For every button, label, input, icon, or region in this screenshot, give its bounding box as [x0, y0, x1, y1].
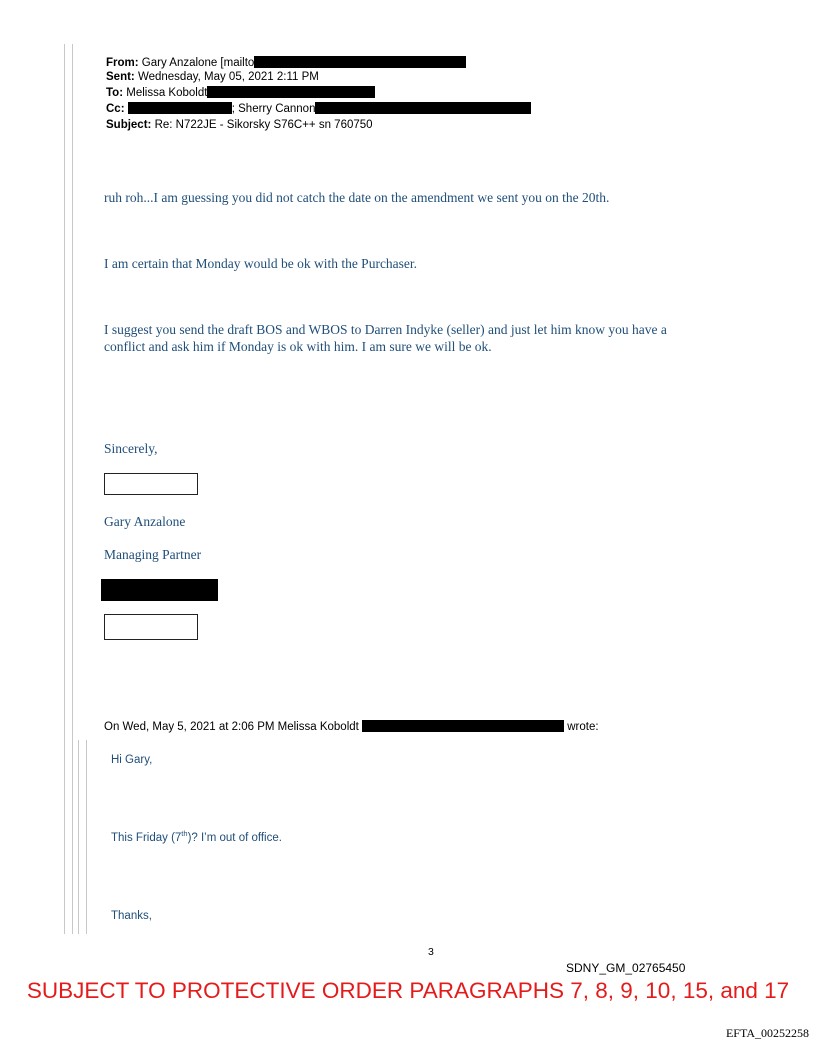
from-value: Gary Anzalone [mailto — [141, 57, 255, 69]
body-paragraph-3-line-1: I suggest you send the draft BOS and WBOS to Darren Indyke (seller) and just let him know you have a — [104, 322, 667, 337]
redaction — [315, 102, 531, 114]
quoted-attribution — [104, 720, 599, 734]
redaction — [128, 102, 232, 114]
page-number: 3 — [428, 946, 434, 958]
body-paragraph-2: I am certain that Monday would be ok with the Purchaser. — [104, 256, 418, 271]
quoted-thanks: Thanks, — [111, 910, 152, 922]
quoted-greeting: Hi Gary, — [111, 754, 153, 766]
quoted-line — [111, 831, 282, 845]
redaction — [362, 720, 564, 732]
quoted-attribution-suffix: wrote: — [567, 721, 599, 733]
subject-value: Re: N722JE - Sikorsky S76C++ sn 760750 — [154, 119, 373, 131]
header-sent — [106, 70, 319, 84]
cc-value: ; Sherry Cannon — [231, 103, 316, 115]
redaction — [101, 579, 218, 601]
quoted-line-sup: th — [181, 829, 188, 838]
redaction — [207, 86, 375, 98]
to-value: Melissa Koboldt — [126, 87, 208, 99]
closing: Sincerely, — [104, 441, 158, 456]
header-from — [106, 56, 466, 70]
cc-label: Cc: — [106, 103, 125, 115]
signature-image-placeholder — [104, 614, 198, 640]
subject-label: Subject: — [106, 119, 152, 131]
from-label: From: — [106, 57, 139, 69]
quote-bar — [64, 44, 65, 934]
to-label: To: — [106, 87, 124, 99]
efta-number: EFTA_00252258 — [725, 1026, 809, 1040]
body-paragraph-1: ruh roh...I am guessing you did not catch the date on the amendment we sent you on the 20th. — [104, 190, 610, 205]
quote-bar — [78, 740, 79, 934]
header-to — [106, 86, 375, 100]
bates-number: SDNY_GM_02765450 — [566, 961, 686, 975]
signature-name: Gary Anzalone — [104, 514, 186, 529]
quoted-line-post: )? I’m out of office. — [187, 832, 282, 844]
sent-value: Wednesday, May 05, 2021 2:11 PM — [137, 71, 319, 83]
body-paragraph-3-line-2: conflict and ask him if Monday is ok with him. I am sure we will be ok. — [104, 339, 492, 354]
quote-bar — [72, 44, 73, 934]
quoted-attribution-prefix: On Wed, May 5, 2021 at 2:06 PM Melissa Koboldt — [104, 721, 359, 733]
header-subject — [106, 118, 373, 132]
signature-title: Managing Partner — [104, 547, 202, 562]
header-cc — [106, 102, 531, 116]
sent-label: Sent: — [106, 71, 135, 83]
signature-image-placeholder — [104, 473, 198, 495]
redaction — [254, 56, 466, 68]
quoted-line-pre: This Friday (7 — [111, 832, 182, 844]
protective-order-notice: SUBJECT TO PROTECTIVE ORDER PARAGRAPHS 7, 8, 9, 10, 15, and 17 — [26, 978, 790, 1003]
quote-bar — [86, 740, 87, 934]
